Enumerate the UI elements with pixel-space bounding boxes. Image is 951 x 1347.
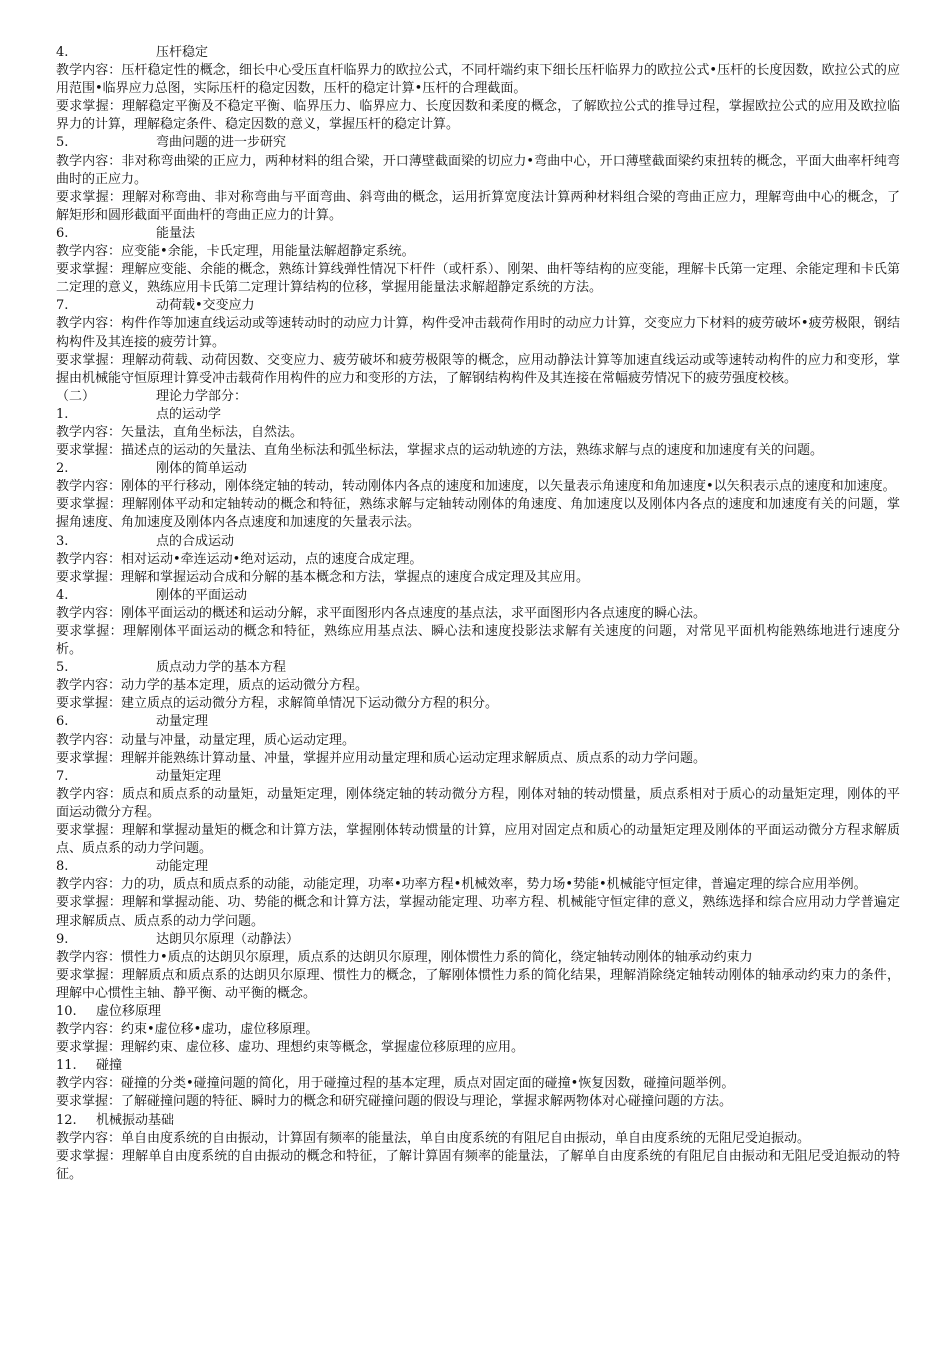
section-title: 达朗贝尔原理（动静法） <box>156 931 300 947</box>
section-number: 9. <box>56 931 69 947</box>
section-title: 碰撞 <box>96 1058 123 1074</box>
requirements-paragraph: 要求掌握：理解和掌握动能、功、势能的概念和计算方法，掌握动能定理、功率方程、机械能守恒定律的意义，熟练选择和综合应用动力学普遍定理求解质点、质点系的动力学问题。 <box>56 895 900 929</box>
teaching-content-paragraph: 教学内容：惯性力•质点的达朗贝尔原理，质点系的达朗贝尔原理，刚体惯性力系的简化，绕定轴转动刚体的轴承动约束力 <box>56 949 753 965</box>
teaching-content-paragraph: 教学内容：刚体的平行移动，刚体绕定轴的转动，转动刚体内各点的速度和加速度，以矢量表示角速度和角加速度•以矢积表示点的速度和加速度。 <box>56 479 896 495</box>
teaching-content-paragraph: 教学内容：碰撞的分类•碰撞问题的简化，用于碰撞过程的基本定理，质点对固定面的碰撞•恢复因数，碰撞问题举例。 <box>56 1076 735 1092</box>
section-title: 压杆稳定 <box>156 45 209 60</box>
section-title: 质点动力学的基本方程 <box>156 660 287 676</box>
section-heading <box>56 768 900 786</box>
teaching-content-paragraph: 教学内容：压杆稳定性的概念，细长中心受压直杆临界力的欧拉公式，不同杆端约束下细长压杆临界力的欧拉公式•压杆的长度因数，欧拉公式的应用范围•临界应力总图，实际压杆的稳定因数，压杆的稳定计算•压杆的合理截面。 <box>56 63 900 97</box>
section-heading <box>56 1003 900 1021</box>
requirements-paragraph: 要求掌握：理解和掌握运动合成和分解的基本概念和方法，掌握点的速度合成定理及其应用。 <box>56 569 590 585</box>
requirements-paragraph: 要求掌握：理解动荷载、动荷因数、交变应力、疲劳破坏和疲劳极限等的概念，应用动静法计算等加速直线运动或等速转动构件的应力和变形，掌握由机械能守恒原理计算受冲击载荷作用构件的应力和变形的方法，了解钢结构构件及其连接在常幅疲劳情况下的疲劳强度校核。 <box>56 352 900 386</box>
section-heading <box>56 1057 900 1075</box>
section-number: 11. <box>56 1058 77 1074</box>
teaching-content-paragraph: 教学内容：力的功，质点和质点系的动能，动能定理，功率•功率方程•机械效率，势力场•势能•机械能守恒定律，普遍定理的综合应用举例。 <box>56 877 867 893</box>
section-title: 刚体的平面运动 <box>156 587 248 603</box>
requirements-paragraph: 要求掌握：理解应变能、余能的概念，熟练计算线弹性情况下杆件（或杆系）、刚架、曲杆等结构的应变能，理解卡氏第一定理、余能定理和卡氏第二定理的意义，熟练应用卡氏第二定理计算结构的位移，掌握用能量法求解超静定系统的方法。 <box>56 262 900 296</box>
teaching-content-paragraph: 教学内容：动量与冲量，动量定理，质心运动定理。 <box>56 732 356 748</box>
section-number: 1. <box>56 406 69 422</box>
section-heading <box>56 1112 900 1130</box>
section-number: 8. <box>56 859 69 875</box>
section-number: 7. <box>56 298 69 314</box>
section-heading <box>56 533 900 551</box>
section-number: 5. <box>56 660 69 676</box>
requirements-paragraph: 要求掌握：理解对称弯曲、非对称弯曲与平面弯曲、斜弯曲的概念，运用折算宽度法计算两种材料组合梁的弯曲正应力，理解弯曲中心的概念，了解矩形和圆形截面平面曲杆的弯曲正应力的计算。 <box>56 189 900 223</box>
section-heading <box>56 931 900 949</box>
teaching-content-paragraph: 教学内容：刚体平面运动的概述和运动分解，求平面图形内各点速度的基点法，求平面图形内各点速度的瞬心法。 <box>56 605 707 621</box>
section-number: （二） <box>56 388 96 404</box>
teaching-content-paragraph: 教学内容：动力学的基本定理，质点的运动微分方程。 <box>56 678 369 694</box>
requirements-paragraph: 要求掌握：理解约束、虚位移、虚功、理想约束等概念，掌握虚位移原理的应用。 <box>56 1040 525 1056</box>
requirements-paragraph: 要求掌握：理解并能熟练计算动量、冲量，掌握并应用动量定理和质心运动定理求解质点、质点系的动力学问题。 <box>56 750 707 766</box>
section-title: 刚体的简单运动 <box>156 461 248 477</box>
section-title: 弯曲问题的进一步研究 <box>156 135 287 151</box>
section-heading <box>56 858 900 876</box>
teaching-content-paragraph: 教学内容：约束•虚位移•虚功，虚位移原理。 <box>56 1022 319 1038</box>
section-title: 动量矩定理 <box>156 768 222 784</box>
section-title: 理论力学部分： <box>156 388 248 404</box>
section-heading <box>56 388 900 406</box>
teaching-content-paragraph: 教学内容：单自由度系统的自由振动，计算固有频率的能量法，单自由度系统的有阻尼自由振动，单自由度系统的无阻尼受迫振动。 <box>56 1130 811 1146</box>
document-page <box>56 44 900 1184</box>
section-number: 10. <box>56 1003 77 1019</box>
teaching-content-paragraph: 教学内容：构件作等加速直线运动或等速转动时的动应力计算，构件受冲击载荷作用时的动应力计算，交变应力下材料的疲劳破坏•疲劳极限，钢结构构件及其连接的疲劳计算。 <box>56 316 900 350</box>
teaching-content-paragraph: 教学内容：应变能•余能，卡氏定理，用能量法解超静定系统。 <box>56 244 415 260</box>
section-heading <box>56 587 900 605</box>
section-title: 动量定理 <box>156 714 209 730</box>
section-title: 能量法 <box>156 225 196 241</box>
section-heading <box>56 713 900 731</box>
section-title: 点的运动学 <box>156 406 222 422</box>
section-number: 7. <box>56 768 69 784</box>
teaching-content-paragraph: 教学内容：矢量法，直角坐标法，自然法。 <box>56 424 304 440</box>
section-number: 12. <box>56 1112 77 1128</box>
requirements-paragraph: 要求掌握：建立质点的运动微分方程，求解简单情况下运动微分方程的积分。 <box>56 696 499 712</box>
section-heading <box>56 225 900 243</box>
requirements-paragraph: 要求掌握：理解和掌握动量矩的概念和计算方法，掌握刚体转动惯量的计算，应用对固定点和质心的动量矩定理及刚体的平面运动微分方程求解质点、质点系的动力学问题。 <box>56 823 900 857</box>
requirements-paragraph: 要求掌握：理解单自由度系统的自由振动的概念和特征，了解计算固有频率的能量法，了解单自由度系统的有阻尼自由振动和无阻尼受迫振动的特征。 <box>56 1148 900 1182</box>
section-title: 点的合成运动 <box>156 533 235 549</box>
teaching-content-paragraph: 教学内容：非对称弯曲梁的正应力，两种材料的组合梁，开口薄壁截面梁的切应力•弯曲中心，开口薄壁截面梁约束扭转的概念，平面大曲率杆纯弯曲时的正应力。 <box>56 153 900 187</box>
section-title: 虚位移原理 <box>96 1003 162 1019</box>
section-heading <box>56 460 900 478</box>
section-title: 动荷载•交变应力 <box>156 298 255 314</box>
section-number: 4. <box>56 587 69 603</box>
requirements-paragraph: 要求掌握：描述点的运动的矢量法、直角坐标法和弧坐标法，掌握求点的运动轨迹的方法，熟练求解与点的速度和加速度有关的问题。 <box>56 443 824 459</box>
section-number: 4. <box>56 45 69 60</box>
requirements-paragraph: 要求掌握：理解刚体平面运动的概念和特征，熟练应用基点法、瞬心法和速度投影法求解有关速度的问题，对常见平面机构能熟练地进行速度分析。 <box>56 624 900 658</box>
section-number: 3. <box>56 533 69 549</box>
section-number: 6. <box>56 225 69 241</box>
requirements-paragraph: 要求掌握：理解稳定平衡及不稳定平衡、临界压力、临界应力、长度因数和柔度的概念，了解欧拉公式的推导过程，掌握欧拉公式的应用及欧拉临界力的计算，理解稳定条件、稳定因数的意义，掌握压杆的稳定计算。 <box>56 99 900 133</box>
section-number: 2. <box>56 461 69 477</box>
teaching-content-paragraph: 教学内容：质点和质点系的动量矩，动量矩定理，刚体绕定轴的转动微分方程，刚体对轴的转动惯量，质点系相对于质心的动量矩定理，刚体的平面运动微分方程。 <box>56 786 900 820</box>
section-title: 动能定理 <box>156 859 209 875</box>
section-number: 6. <box>56 714 69 730</box>
section-heading <box>56 297 900 315</box>
section-heading <box>56 44 900 62</box>
requirements-paragraph: 要求掌握：了解碰撞问题的特征、瞬时力的概念和研究碰撞问题的假设与理论，掌握求解两物体对心碰撞问题的方法。 <box>56 1094 733 1110</box>
section-heading <box>56 659 900 677</box>
requirements-paragraph: 要求掌握：理解质点和质点系的达朗贝尔原理、惯性力的概念，了解刚体惯性力系的简化结果，理解消除绕定轴转动刚体的轴承动约束力的条件，理解中心惯性主轴、静平衡、动平衡的概念。 <box>56 967 900 1001</box>
section-heading <box>56 406 900 424</box>
section-title: 机械振动基础 <box>96 1112 175 1128</box>
section-heading <box>56 134 900 152</box>
requirements-paragraph: 要求掌握：理解刚体平动和定轴转动的概念和特征，熟练求解与定轴转动刚体的角速度、角加速度以及刚体内各点的速度和加速度有关的问题，掌握角速度、角加速度及刚体内各点速度和加速度的矢量表示法。 <box>56 497 900 531</box>
section-number: 5. <box>56 135 69 151</box>
teaching-content-paragraph: 教学内容：相对运动•牵连运动•绝对运动，点的速度合成定理。 <box>56 551 423 567</box>
